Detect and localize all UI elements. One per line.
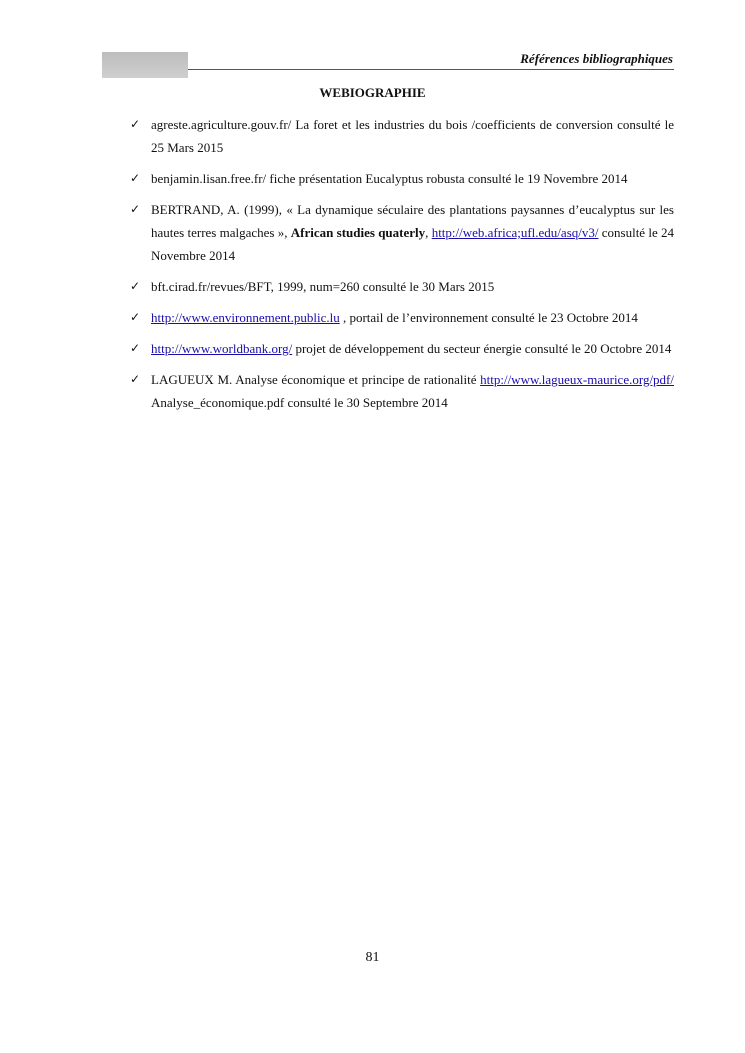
running-header: Références bibliographiques	[520, 51, 673, 66]
journal-title: African studies quaterly	[290, 225, 426, 240]
checkmark-icon: ✓	[130, 117, 141, 131]
reference-text-part: agreste.agriculture.gouv.fr/ La foret et les industries du bois /coefficients de conversion consulté le 25 Mars 2015	[151, 117, 674, 155]
reference-list	[130, 113, 674, 422]
reference-text	[151, 337, 674, 360]
reference-text-part: benjamin.lisan.free.fr/ fiche présentation Eucalyptus robusta consulté le 19 Novembre 2014	[151, 171, 628, 186]
reference-text-part: consulté le 24 Novembre 2014	[151, 225, 674, 263]
checkmark-icon: ✓	[130, 310, 141, 324]
reference-item	[130, 368, 674, 414]
section-heading: WEBIOGRAPHIE	[319, 85, 426, 100]
reference-item	[130, 275, 674, 298]
reference-text-part: ,	[425, 225, 432, 240]
page-number: 81	[365, 950, 380, 965]
reference-link[interactable]: http://www.environnement.public.lu	[151, 310, 340, 325]
header-tab-decoration	[102, 52, 188, 78]
reference-text-part: LAGUEUX M. Analyse économique et principe de rationalité	[151, 372, 481, 387]
checkmark-icon: ✓	[130, 372, 141, 386]
reference-link[interactable]: http://web.africa;ufl.edu/asq/v3/	[431, 225, 599, 240]
reference-text	[151, 368, 674, 414]
reference-link[interactable]: http://www.lagueux-maurice.org/pdf/	[480, 372, 674, 387]
reference-text-part: BERTRAND, A. (1999), « La dynamique séculaire des plantations paysannes d’eucalyptus sur les hautes terres malgaches »,	[151, 202, 674, 240]
reference-text	[151, 198, 674, 267]
reference-text-part: Analyse_économique.pdf consulté le 30 Septembre 2014	[151, 395, 448, 410]
checkmark-icon: ✓	[130, 279, 141, 293]
reference-item	[130, 113, 674, 159]
reference-text	[151, 275, 674, 298]
reference-text-part: , portail de l’environnement consulté le 23 Octobre 2014	[339, 310, 638, 325]
reference-item	[130, 167, 674, 190]
reference-text-part: bft.cirad.fr/revues/BFT, 1999, num=260 consulté le 30 Mars 2015	[151, 279, 495, 294]
reference-item	[130, 198, 674, 267]
reference-text	[151, 113, 674, 159]
header-rule	[188, 69, 674, 70]
checkmark-icon: ✓	[130, 341, 141, 355]
reference-item	[130, 337, 674, 360]
reference-text	[151, 306, 674, 329]
reference-link[interactable]: http://www.worldbank.org/	[151, 341, 293, 356]
checkmark-icon: ✓	[130, 202, 141, 216]
reference-item	[130, 306, 674, 329]
checkmark-icon: ✓	[130, 171, 141, 185]
reference-text-part: projet de développement du secteur énergie consulté le 20 Octobre 2014	[292, 341, 672, 356]
reference-text	[151, 167, 674, 190]
